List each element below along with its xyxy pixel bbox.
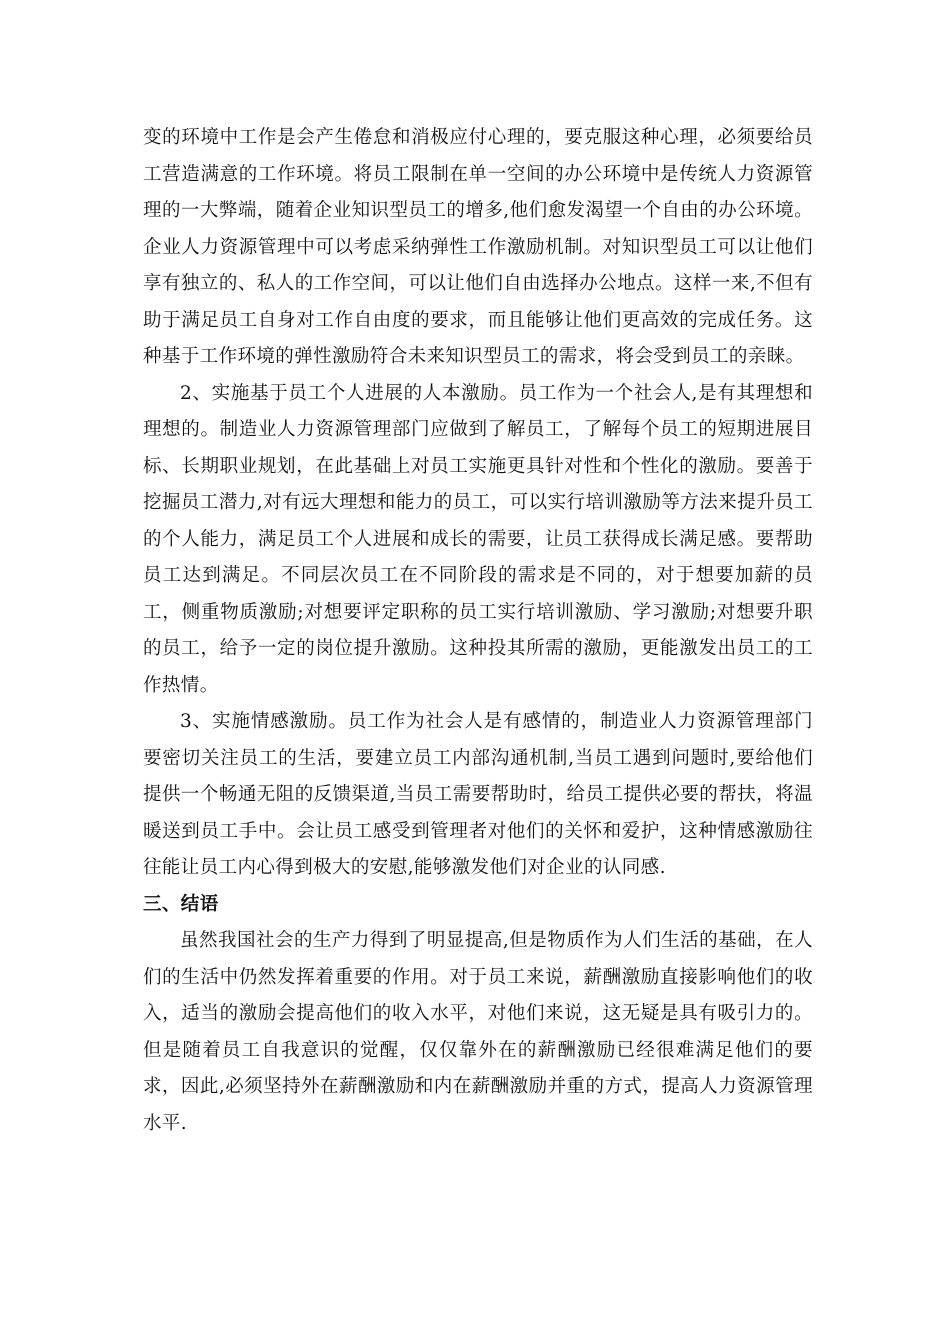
paragraph-conclusion: 虽然我国社会的生产力得到了明显提高,但是物质作为人们生活的基础，在人们的生活中仍然发挥着重要的作用。对于员工来说，薪酬激励直接影响他们的收入，适当的激励会提高他们的收入水平，对他们来说，这无疑是具有吸引力的。但是随着员工自我意识的觉醒，仅仅靠外在的薪酬激励已经很难满足他们的要求，因此,必须坚持外在薪酬激励和内在薪酬激励并重的方式，提高人力资源管理水平. <box>143 930 813 1134</box>
section-heading-conclusion: 三、结语 <box>143 893 219 915</box>
document-body <box>143 120 813 1142</box>
paragraph-personal-development-incentive: 2、实施基于员工个人进展的人本激励。员工作为一个社会人,是有其理想和理想的。制造业人力资源管理部门应做到了解员工，了解每个员工的短期进展目标、长期职业规划，在此基础上对员工实施更具针对性和个性化的激励。要善于挖掘员工潜力,对有远大理想和能力的员工，可以实行培训激励等方法来提升员工的个人能力，满足员工个人进展和成长的需要，让员工获得成长满足感。要帮助员工达到满足。不同层次员工在不同阶段的需求是不同的，对于想要加薪的员工，侧重物质激励;对想要评定职称的员工实行培训激励、学习激励;对想要升职的员工，给予一定的岗位提升激励。这种投其所需的激励，更能激发出员工的工作热情。 <box>143 382 813 696</box>
paragraph-emotional-incentive: 3、实施情感激励。员工作为社会人是有感情的，制造业人力资源管理部门要密切关注员工的生活，要建立员工内部沟通机制,当员工遇到问题时,要给他们提供一个畅通无阻的反馈渠道,当员工需要帮助时，给员工提供必要的帮扶，将温暖送到员工手中。会让员工感受到管理者对他们的关怀和爱护，这种情感激励往往能让员工内心得到极大的安慰,能够激发他们对企业的认同感. <box>143 711 813 878</box>
paragraph-work-environment: 变的环境中工作是会产生倦怠和消极应付心理的，要克服这种心理，必须要给员工营造满意的工作环境。将员工限制在单一空间的办公环境中是传统人力资源管理的一大弊端，随着企业知识型员工的增多,他们愈发渴望一个自由的办公环境。企业人力资源管理中可以考虑采纳弹性工作激励机制。对知识型员工可以让他们享有独立的、私人的工作空间，可以让他们自由选择办公地点。这样一来,不但有助于满足员工自身对工作自由度的要求，而且能够让他们更高效的完成任务。这种基于工作环境的弹性激励符合未来知识型员工的需求，将会受到员工的亲睐。 <box>143 127 813 367</box>
